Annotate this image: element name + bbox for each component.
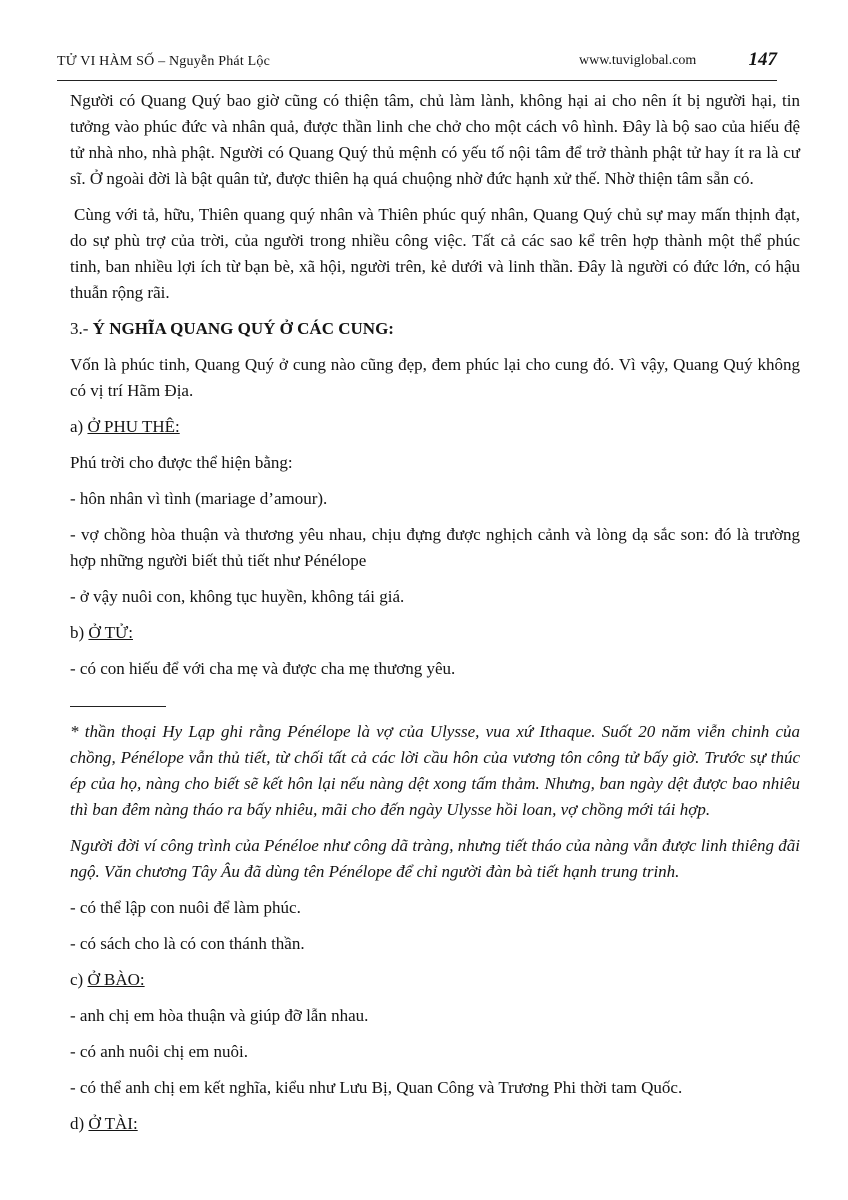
page-body xyxy=(70,88,800,1137)
paragraph-phuc-tinh: Cùng với tả, hữu, Thiên quang quý nhân và Thiên phúc quý nhân, Quang Quý chủ sự may mấn thịnh đạt, do sự phù trợ của trời, của người trong nhiều công việc. Tất cả các sao kể trên hợp thành một thể phúc tinh, ban nhiều lợi ích từ bạn bè, xã hội, người trên, kẻ dưới và linh thần. Đây là người có đức lớn, có hậu thuẫn rộng rãi. xyxy=(70,205,800,302)
list-item: - có thể lập con nuôi để làm phúc. xyxy=(70,898,301,917)
paragraph-cung-intro: Vốn là phúc tinh, Quang Quý ở cung nào cũng đẹp, đem phúc lại cho cung đó. Vì vậy, Quang Quý không có vị trí Hãm Địa. xyxy=(70,355,800,400)
section-heading xyxy=(70,316,800,342)
subsection-label: b) xyxy=(70,623,85,642)
page-number: 147 xyxy=(748,49,777,70)
subsection-label: a) xyxy=(70,417,84,436)
subsection-label: d) xyxy=(70,1114,85,1133)
subsection-heading-phu-the xyxy=(70,414,800,440)
subsection-title: Ở TỬ: xyxy=(88,623,133,642)
subsection-heading-bao xyxy=(70,967,800,993)
list-item: - ở vậy nuôi con, không tục huyền, không tái giá. xyxy=(70,587,405,606)
list-item: - hôn nhân vì tình (mariage d’amour). xyxy=(70,489,328,508)
list-item: - có anh nuôi chị em nuôi. xyxy=(70,1042,248,1061)
subsection-heading-tu xyxy=(70,620,800,646)
footnote-penelope: * thần thoại Hy Lạp ghi rằng Pénélope là vợ của Ulysse, vua xứ Ithaque. Suốt 20 năm viễn chinh của chồng, Pénélope vẫn thủ tiết, từ chối tất cả các lời cầu hôn của vương tôn công tử bấy giờ. Trước sự thúc ép của họ, nàng cho biết sẽ kết hôn lại nếu nàng dệt xong tấm thảm. Nhưng, ban ngày dệt được bao nhiêu thì ban đêm nàng tháo ra bấy nhiêu, mãi cho đến ngày Ulysse hồi loan, vợ chồng mới tái hợp. xyxy=(70,722,800,819)
list-item: - có sách cho là có con thánh thần. xyxy=(70,934,305,953)
page-header xyxy=(57,50,777,81)
footnote-penelope-continued: Người đời ví công trình của Pénéloe như công dã tràng, nhưng tiết tháo của nàng vẫn được linh thiêng đãi ngộ. Văn chương Tây Âu đã dùng tên Pénélope để chỉ người đàn bà tiết hạnh trung trinh. xyxy=(70,836,800,881)
list-item: - có con hiếu để với cha mẹ và được cha mẹ thương yêu. xyxy=(70,659,456,678)
book-title: TỬ VI HÀM SỐ – Nguyễn Phát Lộc xyxy=(57,54,270,69)
list-item: - vợ chồng hòa thuận và thương yêu nhau, chịu đựng được nghịch cảnh và lòng dạ sắc son: đó là trường hợp những người biết thủ tiết như Pénélope xyxy=(70,525,800,570)
subsection-title: Ở TÀI: xyxy=(88,1114,138,1133)
website-url[interactable]: www.tuviglobal.com xyxy=(579,53,697,68)
section-number: 3.- xyxy=(70,319,89,338)
footnote-divider xyxy=(70,706,166,707)
subsection-title: Ở PHU THÊ: xyxy=(87,417,180,436)
section-title: Ý NGHĨA QUANG QUÝ Ở CÁC CUNG: xyxy=(92,319,394,338)
list-intro: Phú trời cho được thể hiện bằng: xyxy=(70,453,293,472)
list-item: - có thể anh chị em kết nghĩa, kiểu như Lưu Bị, Quan Công và Trương Phi thời tam Quốc. xyxy=(70,1078,683,1097)
subsection-title: Ở BÀO: xyxy=(87,970,145,989)
paragraph-quang-quy-intro: Người có Quang Quý bao giờ cũng có thiện tâm, chủ làm lành, không hại ai cho nên ít bị người hại, tin tưởng vào phúc đức và nhân quả, được thần linh che chở cho một cách vô hình. Đây là bộ sao của hiếu đệ tử nhà nho, nhà phật. Người có Quang Quý thủ mệnh có yếu tố nội tâm để trở thành phật tử hay ít ra là cư sĩ. Ở ngoài đời là bật quân tử, được thiên hạ quá chuộng nhờ đức hạnh xử thế. Nhờ thiện tâm sẵn có. xyxy=(70,91,800,188)
list-item: - anh chị em hòa thuận và giúp đỡ lẫn nhau. xyxy=(70,1006,369,1025)
subsection-label: c) xyxy=(70,970,84,989)
subsection-heading-tai xyxy=(70,1111,800,1137)
